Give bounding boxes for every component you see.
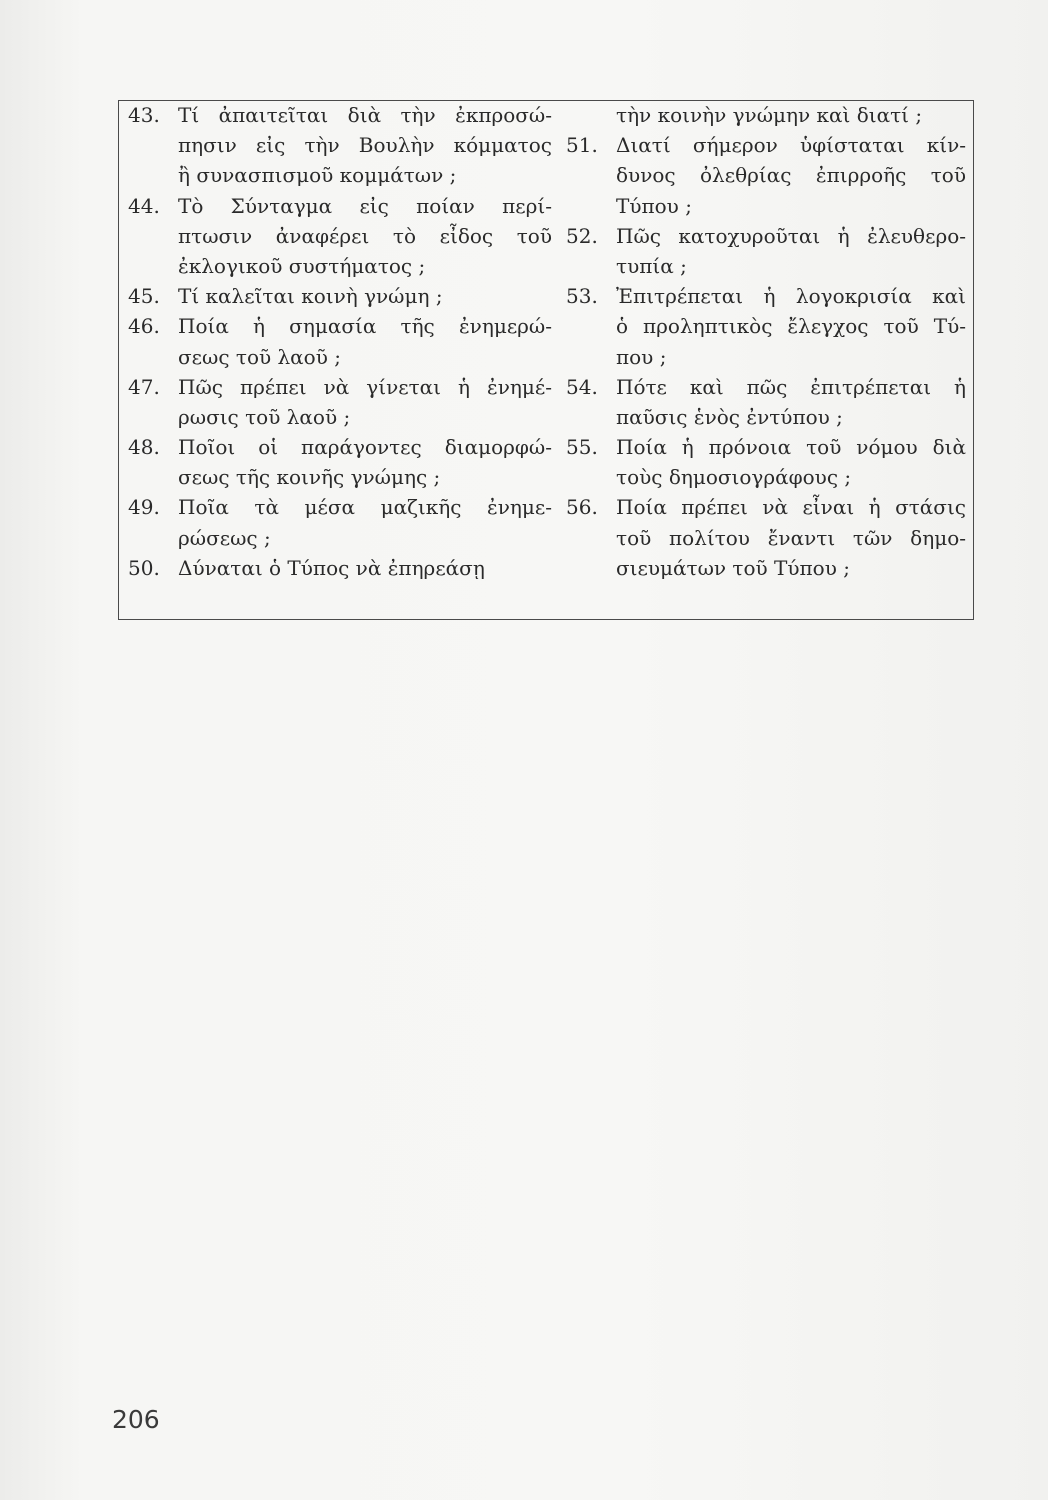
question-item	[566, 372, 966, 432]
question-number: 48.	[128, 435, 160, 460]
left-question-column	[128, 100, 552, 583]
question-number: 49.	[128, 495, 160, 520]
question-text: ρώσεως ;	[178, 525, 271, 550]
question-line	[128, 191, 552, 221]
line-indent	[566, 402, 616, 432]
question-line	[566, 462, 966, 492]
question-line	[566, 281, 966, 311]
question-text: Πῶς πρέπει νὰ γίνεται ἡ ἐνημέ-	[178, 374, 552, 399]
question-number: 47.	[128, 374, 160, 399]
line-indent	[566, 462, 616, 492]
line-indent	[566, 342, 616, 372]
question-line	[128, 311, 552, 341]
line-indent	[566, 523, 616, 553]
question-item	[128, 492, 552, 552]
question-text: Τί καλεῖται κοινὴ γνώμη ;	[178, 284, 443, 309]
question-line	[128, 160, 552, 190]
question-text: Δύναται ὁ Τύπος νὰ ἐπηρεάσῃ	[178, 555, 485, 580]
line-indent	[566, 251, 616, 281]
line-indent	[128, 221, 178, 251]
question-text: Ποῖα τὰ μέσα μαζικῆς ἐνημε-	[178, 495, 552, 520]
question-item	[128, 281, 552, 311]
question-text: Πότε καὶ πῶς ἐπιτρέπεται ἡ	[616, 374, 966, 399]
question-text: Τύπου ;	[616, 193, 692, 218]
question-text: Διατί σήμερον ὑφίσταται κίν-	[616, 133, 966, 158]
question-line	[128, 251, 552, 281]
question-text: Ποία πρέπει νὰ εἶναι ἡ στάσις	[616, 495, 966, 520]
question-text: σεως τῆς κοινῆς γνώμης ;	[178, 465, 441, 490]
question-line	[128, 462, 552, 492]
question-line	[128, 553, 552, 583]
line-indent	[566, 100, 616, 130]
question-number: 56.	[566, 495, 598, 520]
line-indent	[566, 191, 616, 221]
question-item	[566, 432, 966, 492]
line-indent	[128, 402, 178, 432]
question-item	[128, 553, 552, 583]
question-line	[128, 281, 552, 311]
question-text: ἐκλογικοῦ συστήματος ;	[178, 253, 426, 278]
question-line	[566, 251, 966, 281]
question-text: δυνος ὀλεθρίας ἐπιρροῆς τοῦ	[616, 163, 966, 188]
question-line	[128, 221, 552, 251]
question-text: πησιν εἰς τὴν Βουλὴν κόμματος	[178, 133, 552, 158]
question-number: 50.	[128, 555, 160, 580]
question-line	[566, 160, 966, 190]
line-indent	[128, 342, 178, 372]
question-number: 54.	[566, 374, 598, 399]
question-number: 45.	[128, 284, 160, 309]
question-item	[566, 130, 966, 221]
question-number: 51.	[566, 133, 598, 158]
question-line	[128, 402, 552, 432]
question-line	[566, 130, 966, 160]
question-item	[566, 281, 966, 372]
question-text: ὁ προληπτικὸς ἔλεγχος τοῦ Τύ-	[616, 314, 966, 339]
line-indent	[566, 160, 616, 190]
question-line	[566, 432, 966, 462]
question-text: σεως τοῦ λαοῦ ;	[178, 344, 341, 369]
question-text: Πῶς κατοχυροῦται ἡ ἐλευθερο-	[616, 223, 966, 248]
question-text: τυπία ;	[616, 253, 687, 278]
question-text: παῦσις ἑνὸς ἐντύπου ;	[616, 404, 843, 429]
line-indent	[128, 130, 178, 160]
question-number: 55.	[566, 435, 598, 460]
question-line	[566, 191, 966, 221]
question-number: 53.	[566, 284, 598, 309]
question-number: 46.	[128, 314, 160, 339]
line-indent	[128, 523, 178, 553]
question-line	[566, 523, 966, 553]
question-line	[128, 130, 552, 160]
question-text: Ποία ἡ σημασία τῆς ἐνημερώ-	[178, 314, 552, 339]
question-number: 44.	[128, 193, 160, 218]
question-text: σιευμάτων τοῦ Τύπου ;	[616, 555, 850, 580]
question-line	[566, 100, 966, 130]
line-indent	[128, 160, 178, 190]
question-line	[566, 402, 966, 432]
question-line	[128, 523, 552, 553]
question-line	[128, 100, 552, 130]
question-text: Ποία ἡ πρόνοια τοῦ νόμου διὰ	[616, 435, 966, 460]
question-line	[128, 432, 552, 462]
question-text: Ἐπιτρέπεται ἡ λογοκρισία καὶ	[616, 284, 966, 309]
question-text: πτωσιν ἀναφέρει τὸ εἶδος τοῦ	[178, 223, 552, 248]
question-text: ἢ συνασπισμοῦ κομμάτων ;	[178, 163, 457, 188]
question-item	[566, 221, 966, 281]
question-text: τοῦ πολίτου ἔναντι τῶν δημο-	[616, 525, 966, 550]
question-text: Τὸ Σύνταγμα εἰς ποίαν περί-	[178, 193, 552, 218]
question-line	[128, 492, 552, 522]
question-number: 52.	[566, 223, 598, 248]
question-text: Ποῖοι οἱ παράγοντες διαμορφώ-	[178, 435, 552, 460]
question-line	[128, 342, 552, 372]
line-indent	[128, 251, 178, 281]
question-text: τὴν κοινὴν γνώμην καὶ διατί ;	[616, 103, 923, 127]
line-indent	[566, 553, 616, 583]
question-line	[128, 372, 552, 402]
question-line	[566, 372, 966, 402]
question-item	[566, 100, 966, 130]
line-indent	[128, 462, 178, 492]
question-text: ρωσις τοῦ λαοῦ ;	[178, 404, 351, 429]
question-item	[128, 311, 552, 371]
question-item	[128, 372, 552, 432]
question-line	[566, 553, 966, 583]
question-text: τοὺς δημοσιογράφους ;	[616, 465, 852, 490]
question-item	[128, 100, 552, 191]
page-number: 206	[112, 1405, 160, 1434]
question-line	[566, 311, 966, 341]
line-indent	[566, 311, 616, 341]
right-question-column	[566, 100, 966, 583]
question-text: που ;	[616, 344, 667, 369]
question-item	[566, 492, 966, 583]
question-line	[566, 221, 966, 251]
question-item	[128, 191, 552, 282]
question-text: Τί ἀπαιτεῖται διὰ τὴν ἐκπροσώ-	[178, 103, 552, 127]
question-number: 43.	[128, 103, 160, 127]
question-line	[566, 342, 966, 372]
question-line	[566, 492, 966, 522]
question-item	[128, 432, 552, 492]
